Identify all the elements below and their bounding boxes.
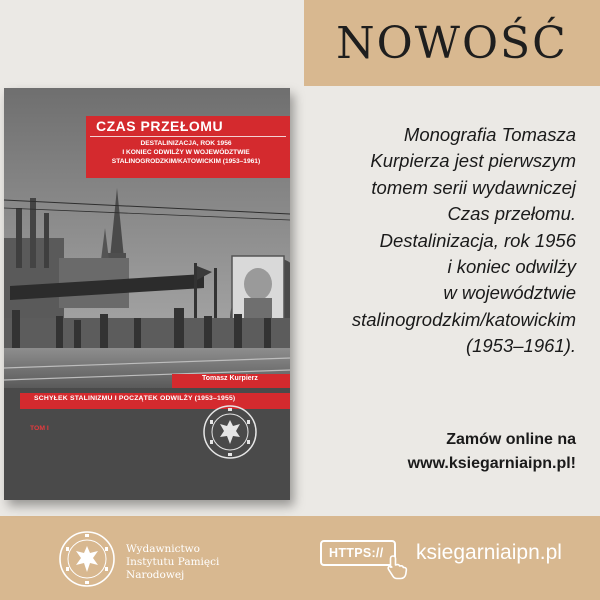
description-line: w województwie [443,282,576,304]
subtitle-line: DESTALINIZACJA, ROK 1956 [140,140,232,147]
publisher-seal-icon [58,530,116,588]
description-line: tomem serii wydawniczej [371,176,576,198]
description-line: i koniec odwilży [447,256,576,278]
description-line: Destalinizacja, rok 1956 [379,229,576,251]
bookstore-link[interactable]: ksiegarniaipn.pl [416,541,562,564]
book-title: CZAS PRZEŁOMU [96,118,224,134]
hand-pointer-icon [386,554,408,580]
new-release-banner [304,0,600,86]
book-series: SCHYŁEK STALINIZMU I POCZĄTEK ODWILŻY (1953–1955) [34,395,236,402]
description-line: (1953–1961). [465,335,576,357]
book-subtitle [86,139,286,166]
eagle-seal-icon [202,404,258,460]
publisher-name [126,543,219,582]
https-label: HTTPS:// [329,546,384,560]
subtitle-line: STALINOGRODZKIM/KATOWICKIM (1953–1961) [111,158,261,165]
description-line: stalinogrodzkim/katowickim [351,308,576,330]
book-author: Tomasz Kurpierz [202,375,258,382]
volume-label: TOM I [30,425,49,432]
https-button[interactable] [320,540,396,566]
description [300,122,576,360]
book-cover[interactable] [4,88,290,500]
publisher-line: Narodowej [126,569,185,581]
title-divider [90,136,286,137]
publisher-line: Instytutu Pamięci [126,556,220,568]
subtitle-line: I KONIEC ODWILŻY W WOJEWÓDZTWIE [122,149,250,156]
description-line: Czas przełomu. [447,203,576,225]
order-link[interactable]: www.ksiegarniaipn.pl! [407,455,576,472]
description-line: Kurpierza jest pierwszym [370,150,576,172]
order-line: Zamów online na [446,431,576,448]
banner-label: NOWOŚĆ [336,17,568,69]
order-cta [300,428,576,476]
description-line: Monografia Tomasza [403,124,576,145]
publisher-line: Wydawnictwo [126,543,200,555]
